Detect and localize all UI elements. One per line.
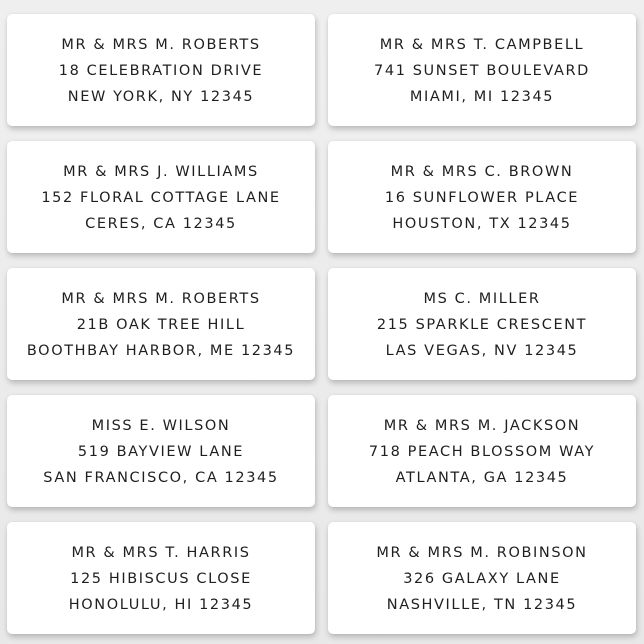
address-label[interactable] (328, 522, 636, 634)
street-address: 215 SPARKLE CRESCENT (376, 316, 588, 333)
city-state-zip: SAN FRANCISCO, CA 12345 (43, 469, 279, 486)
address-label[interactable] (7, 141, 315, 253)
recipient-name: MISS E. WILSON (91, 417, 231, 434)
street-address: 741 SUNSET BOULEVARD (374, 62, 590, 79)
city-state-zip: HONOLULU, HI 12345 (68, 596, 254, 613)
recipient-name: MS C. MILLER (423, 290, 541, 307)
label-grid (7, 14, 637, 634)
street-address: 718 PEACH BLOSSOM WAY (368, 443, 596, 460)
street-address: 21B OAK TREE HILL (76, 316, 246, 333)
recipient-name: MR & MRS M. ROBERTS (61, 290, 261, 307)
recipient-name: MR & MRS C. BROWN (390, 163, 574, 180)
street-address: 152 FLORAL COTTAGE LANE (41, 189, 281, 206)
recipient-name: MR & MRS T. CAMPBELL (379, 36, 585, 53)
address-label[interactable] (328, 141, 636, 253)
street-address: 519 BAYVIEW LANE (77, 443, 245, 460)
city-state-zip: NASHVILLE, TN 12345 (386, 596, 578, 613)
street-address: 16 SUNFLOWER PLACE (384, 189, 580, 206)
recipient-name: MR & MRS J. WILLIAMS (63, 163, 259, 180)
recipient-name: MR & MRS M. JACKSON (383, 417, 581, 434)
recipient-name: MR & MRS T. HARRIS (71, 544, 251, 561)
address-label[interactable] (7, 268, 315, 380)
recipient-name: MR & MRS M. ROBINSON (376, 544, 588, 561)
street-address: 18 CELEBRATION DRIVE (58, 62, 264, 79)
address-label[interactable] (7, 395, 315, 507)
city-state-zip: CERES, CA 12345 (85, 215, 237, 232)
city-state-zip: HOUSTON, TX 12345 (392, 215, 572, 232)
street-address: 125 HIBISCUS CLOSE (70, 570, 252, 587)
city-state-zip: ATLANTA, GA 12345 (395, 469, 569, 486)
city-state-zip: NEW YORK, NY 12345 (67, 88, 255, 105)
city-state-zip: MIAMI, MI 12345 (409, 88, 555, 105)
address-label[interactable] (7, 522, 315, 634)
city-state-zip: BOOTHBAY HARBOR, ME 12345 (26, 342, 296, 359)
address-label[interactable] (328, 395, 636, 507)
address-label[interactable] (7, 14, 315, 126)
street-address: 326 GALAXY LANE (403, 570, 561, 587)
address-label[interactable] (328, 268, 636, 380)
recipient-name: MR & MRS M. ROBERTS (61, 36, 261, 53)
city-state-zip: LAS VEGAS, NV 12345 (385, 342, 579, 359)
address-label[interactable] (328, 14, 636, 126)
